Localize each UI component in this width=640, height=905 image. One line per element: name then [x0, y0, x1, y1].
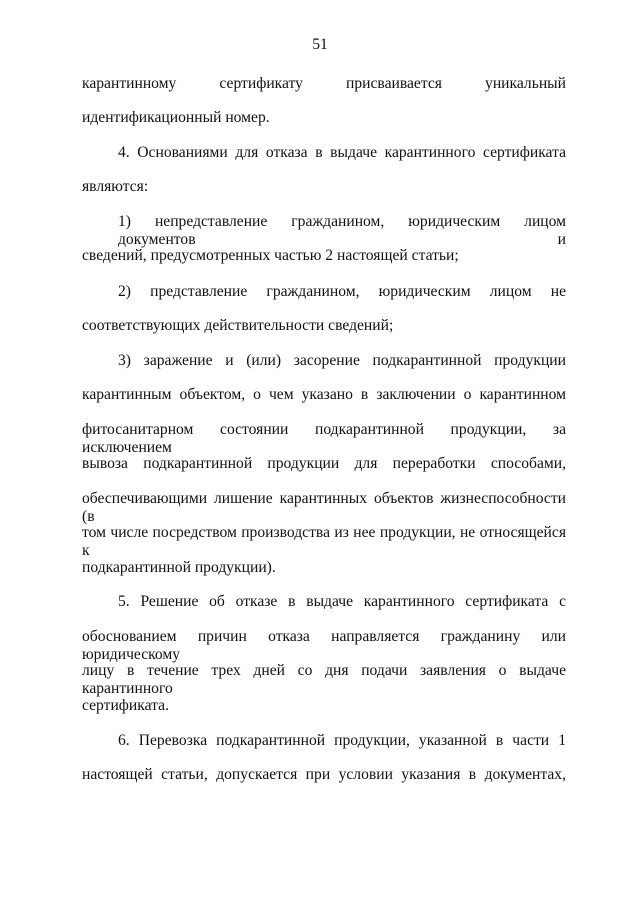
paragraph-line: сертификата. [82, 697, 169, 714]
paragraph-line: сведений, предусмотренных частью 2 настоящей статьи; [82, 247, 459, 264]
paragraph-line: обоснованием причин отказа направляется гражданину или юридическому [82, 628, 566, 663]
paragraph-line: 2) представление гражданином, юридическим лицом не [118, 283, 566, 300]
paragraph-line: том числе посредством производства из нее продукции, не относящейся к [82, 524, 566, 559]
paragraph-line: вывоза подкарантинной продукции для переработки способами, [82, 455, 566, 472]
paragraph-line: карантинному сертификату присваивается уникальный [82, 75, 566, 92]
paragraph-line: 6. Перевозка подкарантинной продукции, указанной в части 1 [118, 732, 566, 749]
paragraph-line: обеспечивающими лишение карантинных объектов жизнеспособности (в [82, 490, 566, 525]
paragraph-line: соответствующих действительности сведений; [82, 317, 394, 334]
paragraph-line: лицу в течение трех дней со дня подачи заявления о выдаче карантинного [82, 662, 566, 697]
paragraph-line: 3) заражение и (или) засорение подкарантинной продукции [118, 352, 566, 369]
paragraph-line: 4. Основаниями для отказа в выдаче карантинного сертификата [118, 144, 566, 161]
paragraph-line: настоящей статьи, допускается при условии указания в документах, [82, 766, 566, 783]
paragraph-line: карантинным объектом, о чем указано в заключении о карантинном [82, 386, 566, 403]
paragraph-line: 1) непредставление гражданином, юридическим лицом документов и [118, 213, 566, 248]
paragraph-line: фитосанитарном состоянии подкарантинной продукции, за исключением [82, 421, 566, 456]
paragraph-line: идентификационный номер. [82, 109, 270, 126]
paragraph-line: являются: [82, 178, 149, 195]
page-number: 51 [312, 36, 328, 53]
paragraph-line: 5. Решение об отказе в выдаче карантинного сертификата с [118, 593, 566, 610]
paragraph-line: подкарантинной продукции). [82, 559, 276, 576]
